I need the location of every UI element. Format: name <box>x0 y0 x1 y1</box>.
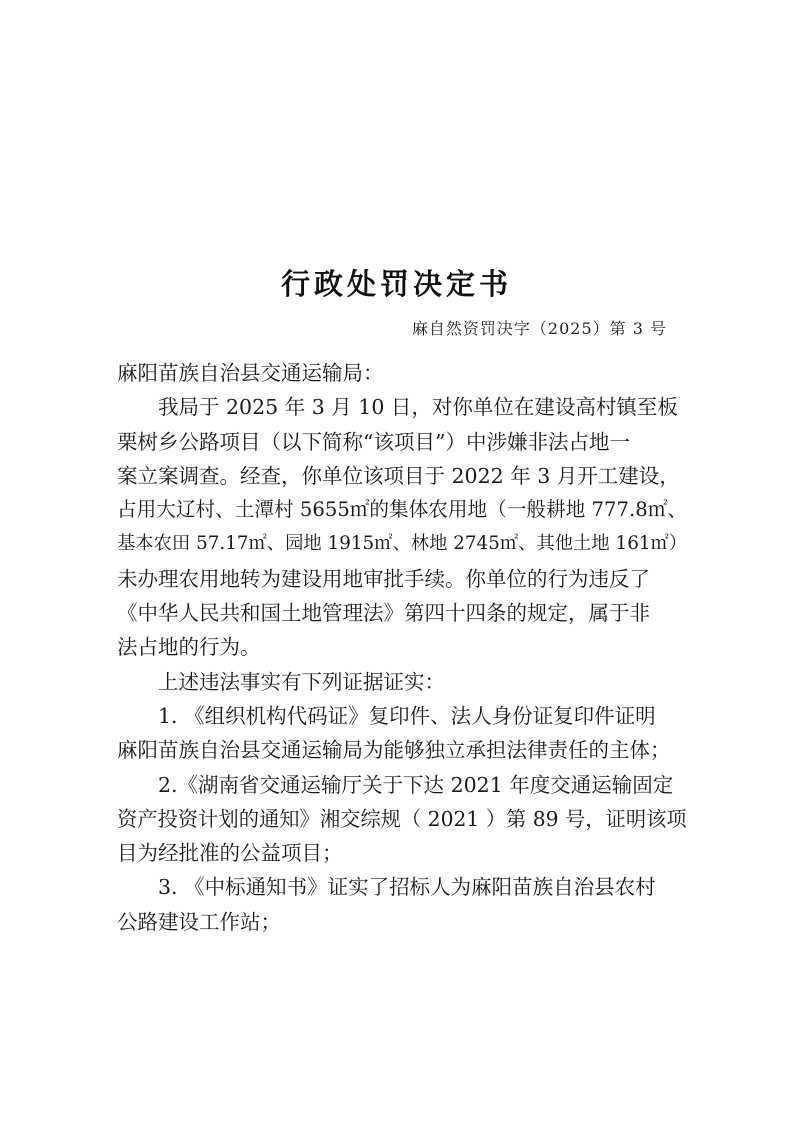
body-line: 占用大辽村、土潭村 5655㎡的集体农用地（一般耕地 777.8㎡、 <box>117 498 687 522</box>
evidence-line: 1. 《组织机构代码证》复印件、法人身份证复印件证明 <box>158 703 656 728</box>
document-title: 行政处罚决定书 <box>280 267 512 301</box>
body-line: 案立案调查。经查，你单位该项目于 2022 年 3 月开工建设， <box>117 463 680 488</box>
evidence-line: 3. 《中标通知书》证实了招标人为麻阳苗族自治县农村 <box>158 875 656 900</box>
evidence-line: 公路建设工作站； <box>117 909 281 934</box>
body-line: 基本农田 57.17㎡、园地 1915㎡、林地 2745㎡、其他土地 161㎡） <box>117 533 688 555</box>
body-line: 法占地的行为。 <box>117 635 261 660</box>
evidence-line: 目为经批准的公益项目； <box>117 841 343 866</box>
evidence-line: 2.《湖南省交通运输厅关于下达 2021 年度交通运输固定 <box>158 772 674 797</box>
body-line: 我局于 2025 年 3 月 10 日，对你单位在建设高村镇至板 <box>158 395 678 420</box>
evidence-line: 麻阳苗族自治县交通运输局为能够独立承担法律责任的主体； <box>117 738 671 763</box>
body-line: 《中华人民共和国土地管理法》第四十四条的规定，属于非 <box>117 601 650 626</box>
document-number: 麻自然资罚决字（2025）第 3 号 <box>411 319 667 338</box>
recipient-line: 麻阳苗族自治县交通运输局： <box>117 361 384 385</box>
document-body <box>117 356 688 939</box>
body-line: 上述违法事实有下列证据证实： <box>158 669 445 694</box>
evidence-line: 资产投资计划的通知》湘交综规（ 2021 ）第 89 号，证明该项 <box>117 806 687 831</box>
body-line: 未办理农用地转为建设用地审批手续。你单位的行为违反了 <box>117 566 650 591</box>
body-line: 栗树乡公路项目（以下简称“该项目”）中涉嫌非法占地一 <box>117 429 630 454</box>
